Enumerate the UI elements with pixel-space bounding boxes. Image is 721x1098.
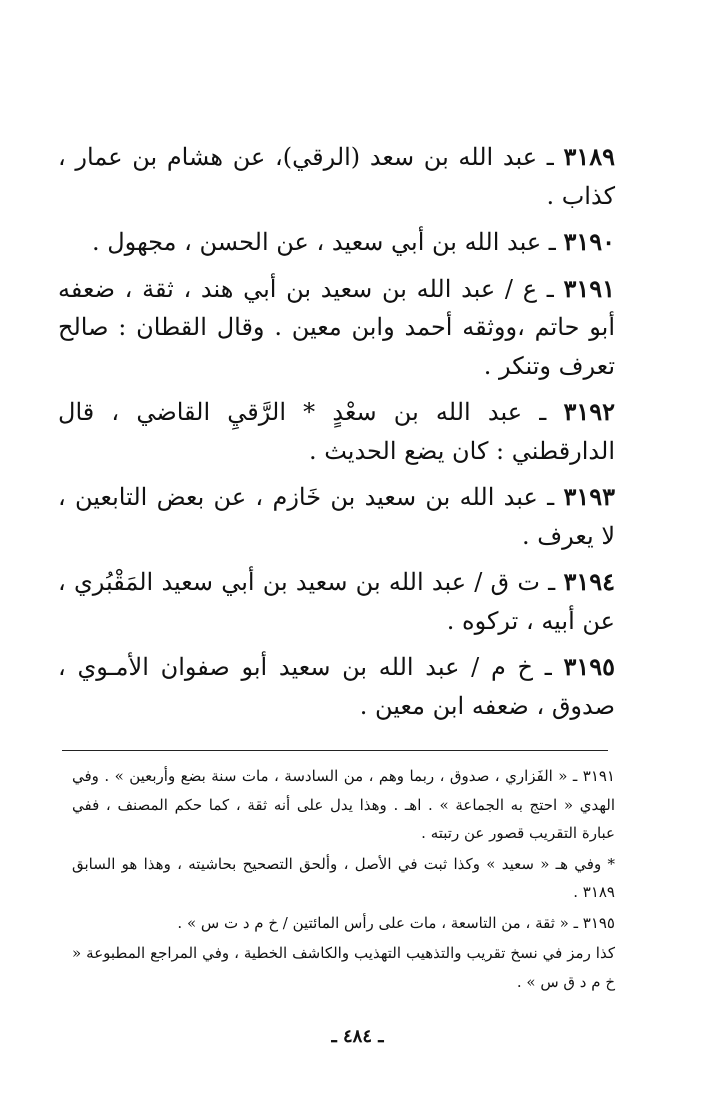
entry-3193 — [58, 478, 615, 555]
main-text — [58, 138, 615, 733]
entry-text: ـ عبد الله بن سعد (الرقي)، عن هشام بن عمار ، كذاب . — [58, 143, 615, 210]
entry-3195 — [58, 648, 615, 725]
entry-3189 — [58, 138, 615, 215]
entry-number: ٣١٩٣ — [563, 482, 615, 511]
footnotes — [72, 762, 615, 998]
entry-text: ـ ع / عبد الله بن سعيد بن أبي هند ، ثقة ، ضعفه أبو حاتم ،ووثقه أحمد وابن معين . وقال القطان : صالح تعرف وتنكر . — [58, 274, 615, 380]
entry-number: ٣١٩٢ — [563, 397, 615, 426]
entry-number: ٣١٩٥ — [563, 652, 615, 681]
entry-3190 — [58, 223, 615, 262]
entry-number: ٣١٨٩ — [563, 142, 615, 171]
entry-3192 — [58, 393, 615, 470]
footnote-3195: ٣١٩٥ ـ « ثقة ، من التاسعة ، مات على رأس المائتين / خ م د ت س » . — [177, 913, 615, 932]
entry-text: ـ خ م / عبد الله بن سعيد أبو صفوان الأمـوي ، صدوق ، ضعفه ابن معين . — [58, 653, 615, 720]
footnote-divider — [62, 750, 608, 751]
entry-number: ٣١٩٠ — [563, 227, 615, 256]
footnote-3191: ٣١٩١ ـ « الفَزاري ، صدوق ، ربما وهم ، من السادسة ، مات سنة بضع وأربعين » . وفي الهدي « احتج به الجماعة » . اهـ . وهذا يدل على أنه ثقة ، كما حكم المصنف ، ففي عبارة التقريب قصور عن رتبته . — [72, 767, 615, 842]
page-number: ـ ٤٨٤ ـ — [331, 1026, 384, 1047]
entry-text: ـ عبد الله بن سعيد بن خَازم ، عن بعض التابعين ، لا يعرف . — [58, 483, 615, 550]
entry-text: ـ عبد الله بن سعْدٍ * الرَّقيِ القاضي ، قال الدارقطني : كان يضع الحديث . — [58, 398, 615, 465]
entry-number: ٣١٩١ — [563, 273, 615, 303]
footnote-star: * وفي هـ « سعيد » وكذا ثبت في الأصل ، وألحق التصحيح بحاشيته ، وهذا هو السابق ٣١٨٩ . — [72, 854, 615, 901]
entry-text: ـ ت ق / عبد الله بن سعيد بن أبي سعيد المَقْبُري ، عن أبيه ، تركوه . — [58, 568, 615, 635]
entry-3194 — [58, 563, 615, 640]
entry-text: ـ عبد الله بن أبي سعيد ، عن الحسن ، مجهول . — [91, 228, 564, 256]
entry-number: ٣١٩٤ — [563, 567, 615, 596]
footnote-3195-continued: كذا رمز في نسخ تقريب والتذهيب التهذيب والكاشف الخطية ، وفي المراجع المطبوعة « خ م د ق س » . — [72, 944, 615, 991]
entry-3191 — [58, 270, 615, 386]
